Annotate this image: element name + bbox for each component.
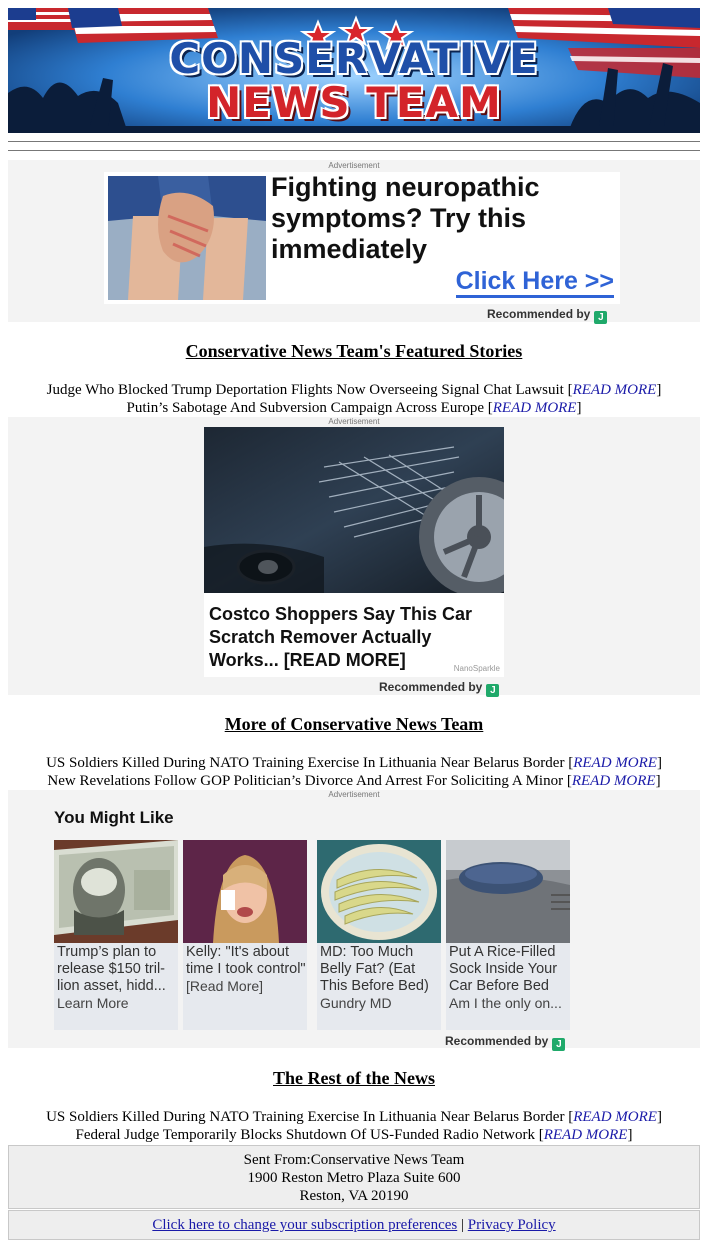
read-more-link[interactable]: READ MORE bbox=[573, 755, 657, 771]
story-headline: Federal Judge Temporarily Blocks Shutdown Of US-Funded Radio Network bbox=[75, 1127, 535, 1143]
card-source[interactable]: Learn More bbox=[57, 995, 129, 1011]
read-more-link[interactable]: READ MORE bbox=[572, 382, 657, 398]
divider bbox=[8, 141, 700, 142]
ad-label: Advertisement bbox=[328, 161, 380, 170]
story-item: Federal Judge Temporarily Blocks Shutdown Of US-Funded Radio Network [READ MORE] bbox=[75, 1127, 633, 1143]
logo-line2: NEWS TEAM bbox=[206, 78, 502, 127]
recommended-by-label: Recommended by bbox=[379, 680, 483, 694]
read-more-link[interactable]: READ MORE bbox=[492, 400, 577, 416]
header-banner[interactable] bbox=[8, 8, 700, 133]
ad-car-scratch-brand: NanoSparkle bbox=[453, 664, 500, 673]
story-item: New Revelations Follow GOP Politician’s Divorce And Arrest For Soliciting A Minor [READ MORE] bbox=[47, 773, 661, 789]
privacy-policy-link[interactable]: Privacy Policy bbox=[467, 1217, 556, 1233]
card-image[interactable] bbox=[446, 840, 570, 943]
card-headline[interactable]: MD: Too Much Belly Fat? (Eat This Before Bed) bbox=[320, 944, 429, 994]
footer-sent-from: Sent From:Conservative News Team bbox=[243, 1152, 465, 1168]
card-source[interactable]: Am I the only on... bbox=[449, 995, 562, 1011]
story-item: Putin’s Sabotage And Subversion Campaign Across Europe [READ MORE] bbox=[126, 400, 582, 416]
card-text[interactable] bbox=[57, 944, 177, 1012]
footer-address bbox=[8, 1145, 700, 1209]
section-title-more: More of Conservative News Team bbox=[224, 714, 484, 734]
ad-car-scratch-headline[interactable]: Costco Shoppers Say This Car Scratch Remover Actually Works... [READ MORE] bbox=[209, 604, 473, 670]
footer-address-line1: 1900 Reston Metro Plaza Suite 600 bbox=[247, 1170, 461, 1186]
story-headline: US Soldiers Killed During NATO Training Exercise In Lithuania Near Belarus Border bbox=[46, 755, 565, 771]
recommended-by-label: Recommended by bbox=[487, 307, 591, 321]
story-headline: US Soldiers Killed During NATO Training Exercise In Lithuania Near Belarus Border bbox=[46, 1109, 565, 1125]
card-text[interactable] bbox=[320, 944, 440, 1012]
recommended-by[interactable] bbox=[487, 307, 607, 324]
ad-car-scratch-image[interactable] bbox=[204, 427, 504, 593]
card-text[interactable] bbox=[186, 944, 306, 995]
card-image[interactable] bbox=[317, 840, 441, 943]
recommendation-card[interactable] bbox=[54, 840, 178, 1030]
recommendation-card[interactable] bbox=[446, 840, 570, 1030]
logo-line1: CONSERVATIVE bbox=[169, 34, 539, 83]
ad-block-3 bbox=[8, 790, 700, 1048]
story-item: Judge Who Blocked Trump Deportation Flights Now Overseeing Signal Chat Lawsuit [READ MORE] bbox=[46, 382, 662, 398]
footer-address-line2: Reston, VA 20190 bbox=[299, 1188, 409, 1204]
card-headline[interactable]: Kelly: "It's about time I took control" bbox=[186, 944, 306, 977]
recommended-by[interactable] bbox=[445, 1034, 565, 1051]
card-image[interactable] bbox=[54, 840, 178, 943]
jubna-logo-icon: J bbox=[552, 1038, 565, 1051]
jubna-logo-icon: J bbox=[486, 684, 499, 697]
ad-neuropathy-cta[interactable]: Click Here >> bbox=[456, 267, 614, 298]
ad-neuropathy[interactable] bbox=[104, 172, 620, 304]
subscription-preferences-link[interactable]: Click here to change your subscription preferences bbox=[152, 1217, 458, 1233]
card-image[interactable] bbox=[183, 840, 307, 943]
story-headline: New Revelations Follow GOP Politician’s Divorce And Arrest For Soliciting A Minor bbox=[47, 773, 564, 789]
jubna-logo-icon: J bbox=[594, 311, 607, 324]
story-headline: Putin’s Sabotage And Subversion Campaign Across Europe bbox=[126, 400, 484, 416]
card-headline[interactable]: Trump’s plan to release $150 tril-lion asset, hidd... bbox=[57, 944, 166, 994]
ad-label: Advertisement bbox=[328, 790, 380, 799]
story-item: US Soldiers Killed During NATO Training Exercise In Lithuania Near Belarus Border [READ MORE] bbox=[46, 755, 662, 771]
card-source[interactable]: [Read More] bbox=[186, 978, 264, 994]
ad-block-1 bbox=[8, 160, 700, 322]
ad-label: Advertisement bbox=[328, 417, 380, 426]
section-title-featured: Conservative News Team's Featured Stories bbox=[185, 341, 523, 361]
story-item: US Soldiers Killed During NATO Training Exercise In Lithuania Near Belarus Border [READ MORE] bbox=[46, 1109, 662, 1125]
read-more-link[interactable]: READ MORE bbox=[543, 1127, 628, 1143]
recommended-by[interactable] bbox=[379, 680, 499, 697]
ad-block-2 bbox=[8, 417, 700, 695]
card-text[interactable] bbox=[449, 944, 569, 1012]
section-title-rest: The Rest of the News bbox=[273, 1068, 435, 1088]
read-more-link[interactable]: READ MORE bbox=[571, 773, 656, 789]
divider bbox=[8, 150, 700, 151]
footer-separator: | bbox=[460, 1217, 464, 1233]
card-source[interactable]: Gundry MD bbox=[320, 995, 392, 1011]
read-more-link[interactable]: READ MORE bbox=[573, 1109, 657, 1125]
footer-links bbox=[8, 1210, 700, 1240]
story-headline: Judge Who Blocked Trump Deportation Flights Now Overseeing Signal Chat Lawsuit bbox=[46, 382, 564, 398]
ad-neuropathy-headline[interactable]: Fighting neuropathic symptoms? Try this immediately bbox=[271, 172, 540, 264]
recommended-by-label: Recommended by bbox=[445, 1034, 549, 1048]
ad-neuropathy-image[interactable] bbox=[108, 176, 266, 300]
ad-car-scratch[interactable] bbox=[204, 427, 504, 677]
recommendation-card[interactable] bbox=[183, 840, 307, 1030]
card-headline[interactable]: Put A Rice-Filled Sock Inside Your Car Before Bed bbox=[449, 944, 558, 994]
you-might-like-title: You Might Like bbox=[54, 808, 174, 827]
recommendation-card[interactable] bbox=[317, 840, 441, 1030]
